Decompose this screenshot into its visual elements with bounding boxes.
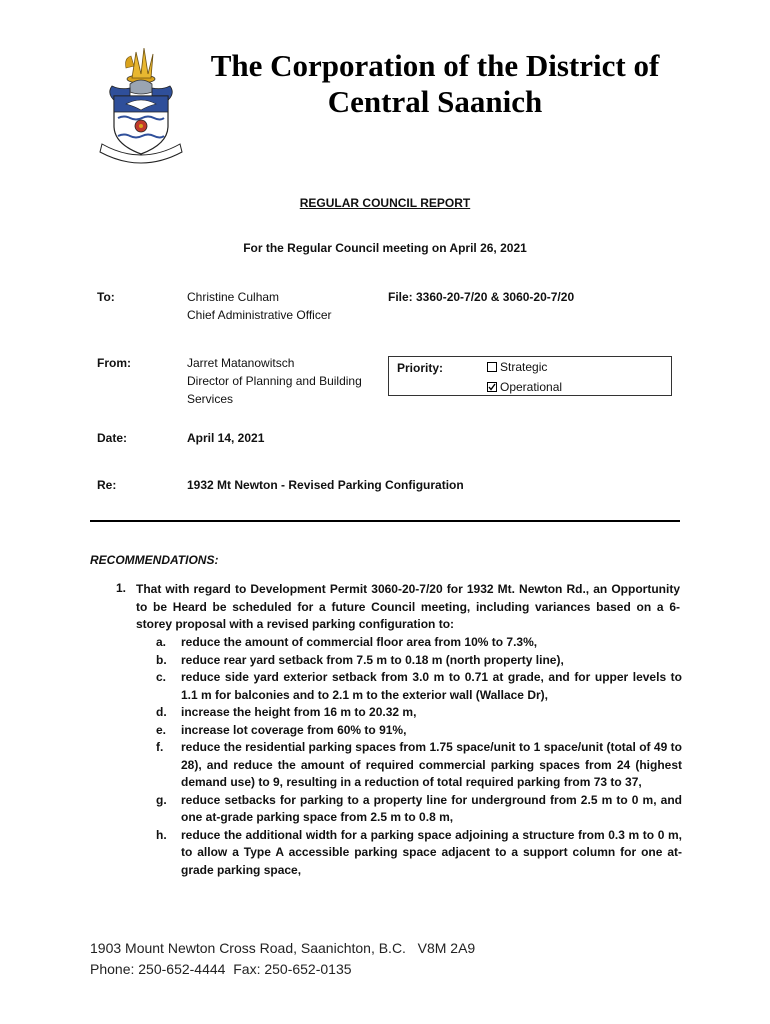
priority-option-strategic[interactable] (487, 360, 547, 374)
priority-option-operational[interactable] (487, 380, 562, 394)
recommendations-heading: RECOMMENDATIONS: (90, 553, 219, 567)
list-item-letter: c. (156, 670, 167, 684)
from-title-2: Services (187, 392, 234, 406)
list-item-text: reduce rear yard setback from 7.5 m to 0.18 m (north property line), (181, 652, 564, 667)
title-line-2: Central Saanich (327, 84, 543, 119)
list-item (156, 739, 682, 792)
district-crest-logo (96, 44, 186, 170)
report-type-heading (0, 196, 770, 210)
footer-address: 1903 Mount Newton Cross Road, Saanichton, B.C. V8M 2A9 (90, 940, 476, 956)
list-item (156, 652, 682, 670)
meeting-line: For the Regular Council meeting on April 26, 2021 (243, 241, 527, 255)
from-name: Jarret Matanowitsch (187, 356, 295, 370)
unchecked-box-icon (487, 362, 497, 372)
recommendation-text: That with regard to Development Permit 3060-20-7/20 for 1932 Mt. Newton Rd., an Opportunity to be Heard be scheduled for a future Council meeting, including variances based on a 6-storey proposal with a revised parking configuration to: (136, 582, 680, 631)
list-item-letter: g. (156, 792, 167, 807)
list-item (156, 827, 682, 880)
report-type-text: REGULAR COUNCIL REPORT (299, 196, 471, 210)
page-footer (90, 938, 475, 980)
page-title (180, 48, 690, 120)
footer-phone: Phone: 250-652-4444 Fax: 250-652-0135 (90, 961, 352, 977)
from-title-1: Director of Planning and Building (187, 374, 362, 388)
re-label: Re: (97, 478, 117, 492)
list-item-letter: h. (156, 827, 167, 842)
list-item-letter: d. (156, 705, 167, 719)
recommendation-subitems (156, 634, 682, 879)
priority-option-label: Operational (500, 380, 563, 394)
priority-label: Priority: (397, 361, 444, 375)
priority-option-label: Strategic (500, 360, 548, 374)
crest-emblem (96, 44, 186, 170)
title-line-1: The Corporation of the District of (210, 48, 660, 83)
list-item (156, 722, 682, 740)
date-label: Date: (97, 431, 128, 445)
list-item-text: reduce the residential parking spaces from 1.75 space/unit to 1 space/unit (total of 49 to 28), and reduce the amount of required commercial parking spaces from 24 (highest demand use) to 9, resulting in a reduction of total required parking from 73 to 37, (181, 740, 682, 789)
list-item (156, 792, 682, 827)
list-item-letter: e. (156, 722, 167, 737)
re-value: 1932 Mt Newton - Revised Parking Configuration (187, 478, 464, 492)
list-item-text: reduce the additional width for a parking space adjoining a structure from 0.3 m to 0 m, to allow a Type A accessible parking space adjacent to a support column for one at-grade parking space, (181, 827, 682, 877)
file-number: File: 3360-20-7/20 & 3060-20-7/20 (388, 290, 575, 304)
list-item-letter: f. (156, 740, 164, 754)
to-name: Christine Culham (187, 290, 280, 304)
from-label: From: (97, 356, 131, 370)
to-title: Chief Administrative Officer (187, 308, 332, 322)
list-item-text: reduce the amount of commercial floor area from 10% to 7.3%, (181, 635, 538, 649)
from-block (187, 354, 362, 408)
list-item-text: reduce side yard exterior setback from 3.0 m to 0.71 at grade, and for upper levels to 1.1 m for balconies and to 2.1 m to the exterior wall (Wallace Dr), (181, 670, 682, 702)
list-item-letter: a. (156, 635, 167, 649)
list-item (156, 704, 682, 722)
list-item (156, 634, 682, 652)
date-value: April 14, 2021 (187, 431, 265, 445)
recommendation-number: 1. (116, 581, 127, 595)
list-item (156, 669, 682, 704)
section-divider (90, 520, 680, 522)
list-item-text: reduce setbacks for parking to a property line for underground from 2.5 m to 0 m, and one at-grade parking space from 2.5 m to 0.8 m, (181, 792, 682, 824)
list-item-letter: b. (156, 652, 167, 667)
to-block (187, 288, 332, 324)
list-item-text: increase the height from 16 m to 20.32 m, (181, 705, 417, 719)
checked-box-icon (487, 382, 497, 392)
list-item-text: increase lot coverage from 60% to 91%, (181, 722, 407, 737)
to-label: To: (97, 290, 115, 304)
